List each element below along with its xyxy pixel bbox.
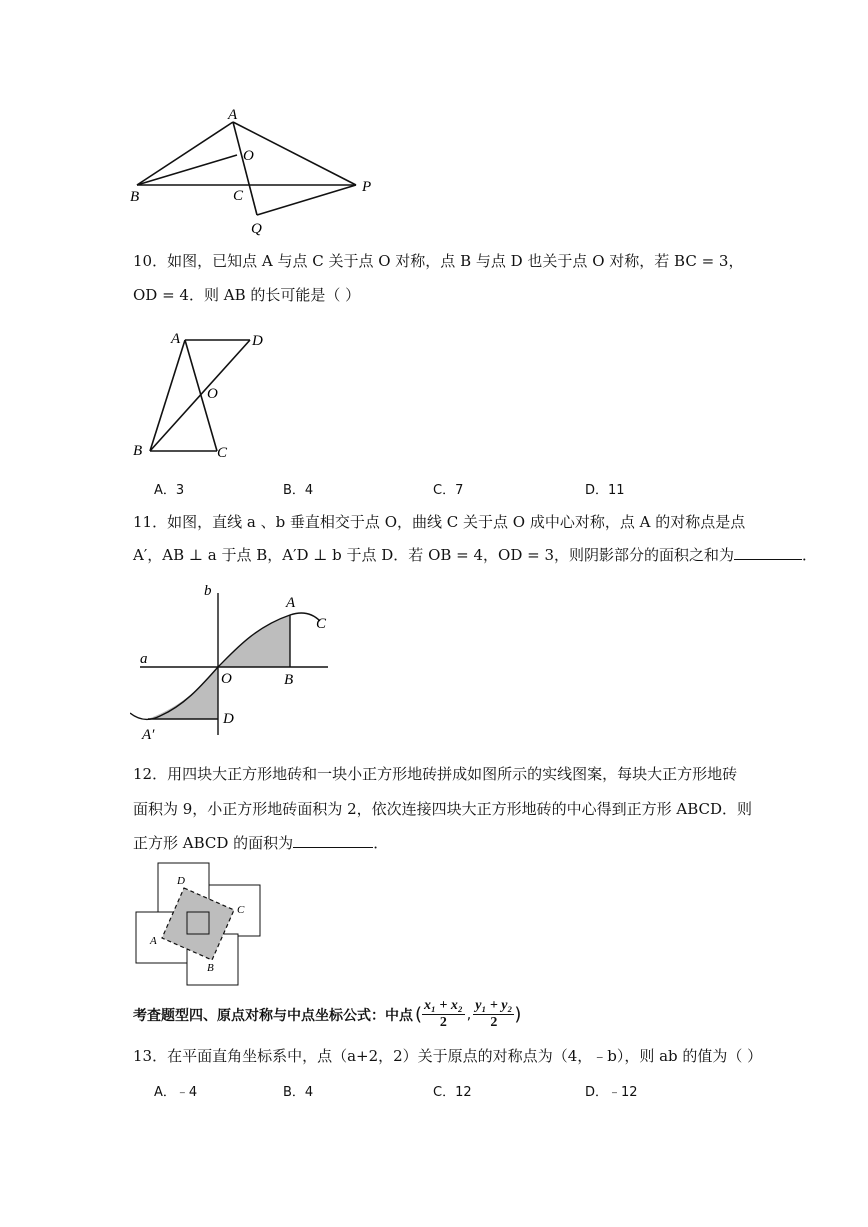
fig10-label-a: A: [171, 331, 181, 347]
q13-option-a[interactable]: A．﹣4: [154, 1085, 198, 1100]
fig10-label-b: B: [133, 443, 143, 459]
fig12-label-d: D: [177, 875, 185, 887]
formula-paren-close: ): [514, 1004, 522, 1025]
fig11-label-a-point: A: [286, 595, 296, 611]
midpoint-frac-x: [422, 998, 465, 1031]
q10-option-a[interactable]: A．3: [154, 483, 185, 498]
figure-q11: [130, 575, 340, 745]
figure-q10: [125, 325, 275, 465]
fig9-label-a: A: [228, 107, 238, 123]
figure-q9: [120, 105, 390, 240]
q11-line1: 11．如图，直线 a 、b 垂直相交于点 O，曲线 C 关于点 O 成中心对称，点 A 的对称点是点: [133, 513, 746, 531]
q12-line3-end: ．: [373, 834, 389, 852]
midpoint-frac-x-den: 2: [439, 1015, 447, 1030]
fig11-label-b-axis: b: [204, 583, 212, 599]
q13-option-b[interactable]: B．4: [283, 1085, 314, 1100]
q11-line2-end: ．: [802, 546, 818, 564]
q13-line1: 13．在平面直角坐标系中，点（a+2，2）关于原点的对称点为（4，﹣b），则 ab 的值为（ ）: [133, 1047, 763, 1065]
fig11-label-a-axis: a: [140, 651, 148, 667]
fig11-label-a-prime: A′: [142, 727, 155, 743]
midpoint-frac-y: [473, 998, 514, 1031]
fig12-label-a: A: [150, 935, 157, 947]
q13-option-d[interactable]: D．﹣12: [585, 1085, 638, 1100]
fig12-label-b: B: [207, 962, 214, 974]
fig9-label-b: B: [130, 189, 140, 205]
fig12-label-c: C: [237, 904, 245, 916]
fig10-label-d: D: [252, 333, 263, 349]
figure-q12: [130, 855, 270, 990]
q11-answer-blank[interactable]: [734, 545, 802, 560]
q11-line2: A′，AB ⊥ a 于点 B，A′D ⊥ b 于点 D．若 OB = 4，OD = 3，则阴影部分的面积之和为: [133, 546, 735, 564]
q10-line2: OD = 4．则 AB 的长可能是（ ）: [133, 286, 361, 304]
fig11-label-c: C: [316, 616, 327, 632]
midpoint-frac-y-num: y₁ + y₂: [475, 998, 513, 1013]
q12-line2: 面积为 9，小正方形地砖面积为 2，依次连接四块大正方形地砖的中心得到正方形 ABCD．则: [133, 800, 753, 818]
q12-line1: 12．用四块大正方形地砖和一块小正方形地砖拼成如图所示的实线图案，每块大正方形地砖: [133, 765, 738, 783]
section4-heading: [133, 998, 521, 1031]
midpoint-frac-y-den: 2: [490, 1015, 498, 1030]
fig9-label-c: C: [233, 188, 244, 204]
q10-option-b[interactable]: B．4: [283, 483, 314, 498]
fig9-label-q: Q: [251, 221, 262, 237]
fig9-label-p: P: [362, 179, 372, 195]
fig10-label-o: O: [207, 386, 218, 402]
fig9-label-o: O: [243, 148, 254, 164]
formula-comma: ,: [466, 1006, 472, 1023]
fig11-label-d: D: [223, 711, 234, 727]
q10-line1: 10．如图，已知点 A 与点 C 关于点 O 对称，点 B 与点 D 也关于点 O 对称，若 BC = 3，: [133, 252, 744, 270]
q10-option-c[interactable]: C．7: [433, 483, 464, 498]
formula-paren-open: (: [415, 1004, 423, 1025]
section4-title: 考査题型四、原点对称与中点坐标公式：中点: [133, 1007, 413, 1024]
q12-line3: 正方形 ABCD 的面积为: [133, 834, 294, 852]
fig10-label-c: C: [217, 445, 228, 461]
fig11-label-o: O: [221, 671, 232, 687]
q10-option-d[interactable]: D．11: [585, 483, 625, 498]
q12-line3-wrap: [133, 833, 388, 853]
midpoint-frac-x-num: x₁ + x₂: [424, 998, 463, 1013]
q12-answer-blank[interactable]: [293, 833, 373, 848]
q11-line2-wrap: [133, 545, 817, 565]
fig11-label-b-point: B: [284, 672, 294, 688]
q13-option-c[interactable]: C．12: [433, 1085, 472, 1100]
